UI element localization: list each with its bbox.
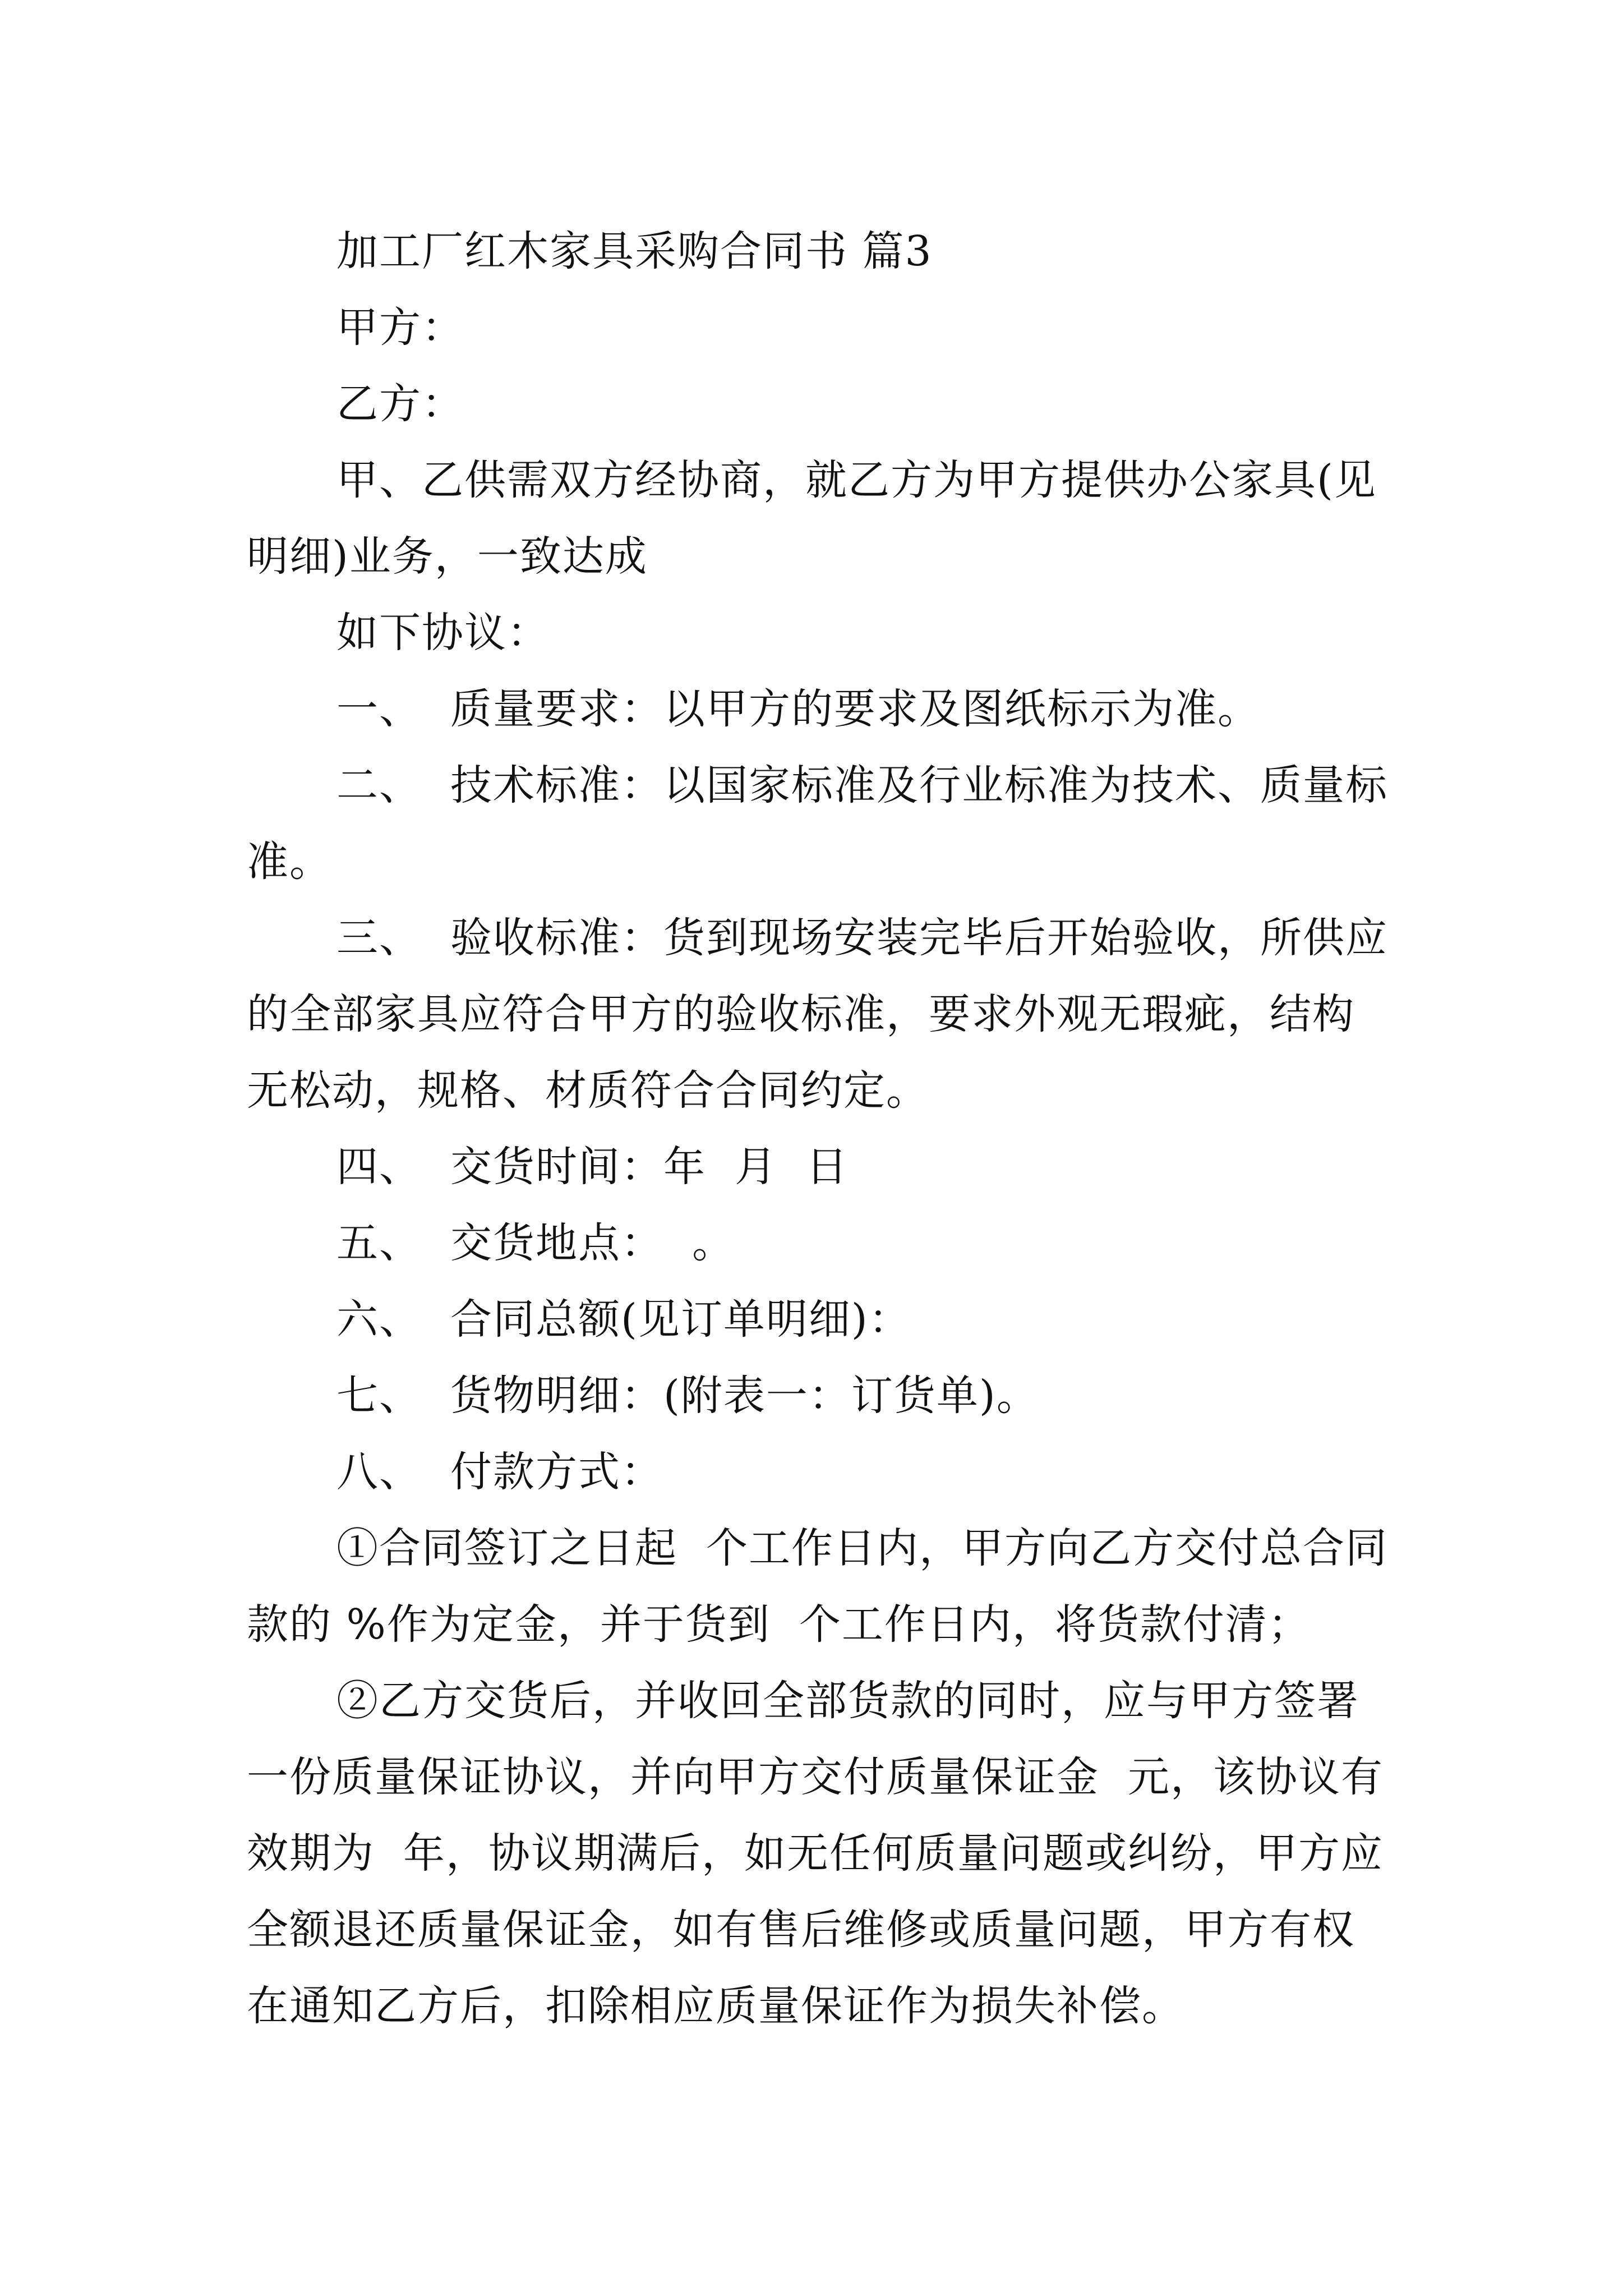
payment-item-1: ①合同签订之日起 个工作日内，甲方向乙方交付总合同款的 %作为定金，并于货到 个工作日内，将货款付清； — [247, 1524, 1389, 1649]
document-body — [247, 213, 1391, 2044]
clause-contract-total: 六、 合同总额(见订单明细)： — [336, 1295, 911, 1343]
document-title: 加工厂红木家具采购合同书 篇3 — [336, 227, 933, 275]
clause-delivery-place: 五、 交货地点： 。 — [336, 1219, 735, 1267]
agreement-lead: 如下协议： — [336, 609, 550, 657]
clause-goods-detail: 七、 货物明细：(附表一：订货单)。 — [336, 1372, 1039, 1420]
clause-acceptance: 三、 验收标准：货到现场安装完毕后开始验收，所供应的全部家具应符合甲方的验收标准，要求外观无瑕疵，结构无松动，规格、材质符合合同约定。 — [247, 914, 1389, 1115]
party-b: 乙方： — [336, 380, 464, 428]
clause-quality: 一、 质量要求：以甲方的要求及图纸标示为准。 — [336, 685, 1261, 733]
payment-item-2: ②乙方交货后，并收回全部货款的同时，应与甲方签署一份质量保证协议，并向甲方交付质量保证金 元，该协议有效期为 年，协议期满后，如无任何质量问题或纠纷，甲方应全额退还质量保证金，如有售后维修或质量问题，甲方有权在通知乙方后，扣除相应质量保证作为损失补偿。 — [247, 1677, 1384, 2030]
intro-paragraph: 甲、乙供需双方经协商，就乙方为甲方提供办公家具(见明细)业务，一致达成 — [247, 456, 1377, 581]
party-a: 甲方： — [336, 303, 464, 352]
clause-technical-standard: 二、 技术标准：以国家标准及行业标准为技术、质量标准。 — [247, 761, 1389, 886]
clause-delivery-time: 四、 交货时间：年 月 日 — [336, 1143, 849, 1191]
clause-payment: 八、 付款方式： — [336, 1448, 664, 1496]
